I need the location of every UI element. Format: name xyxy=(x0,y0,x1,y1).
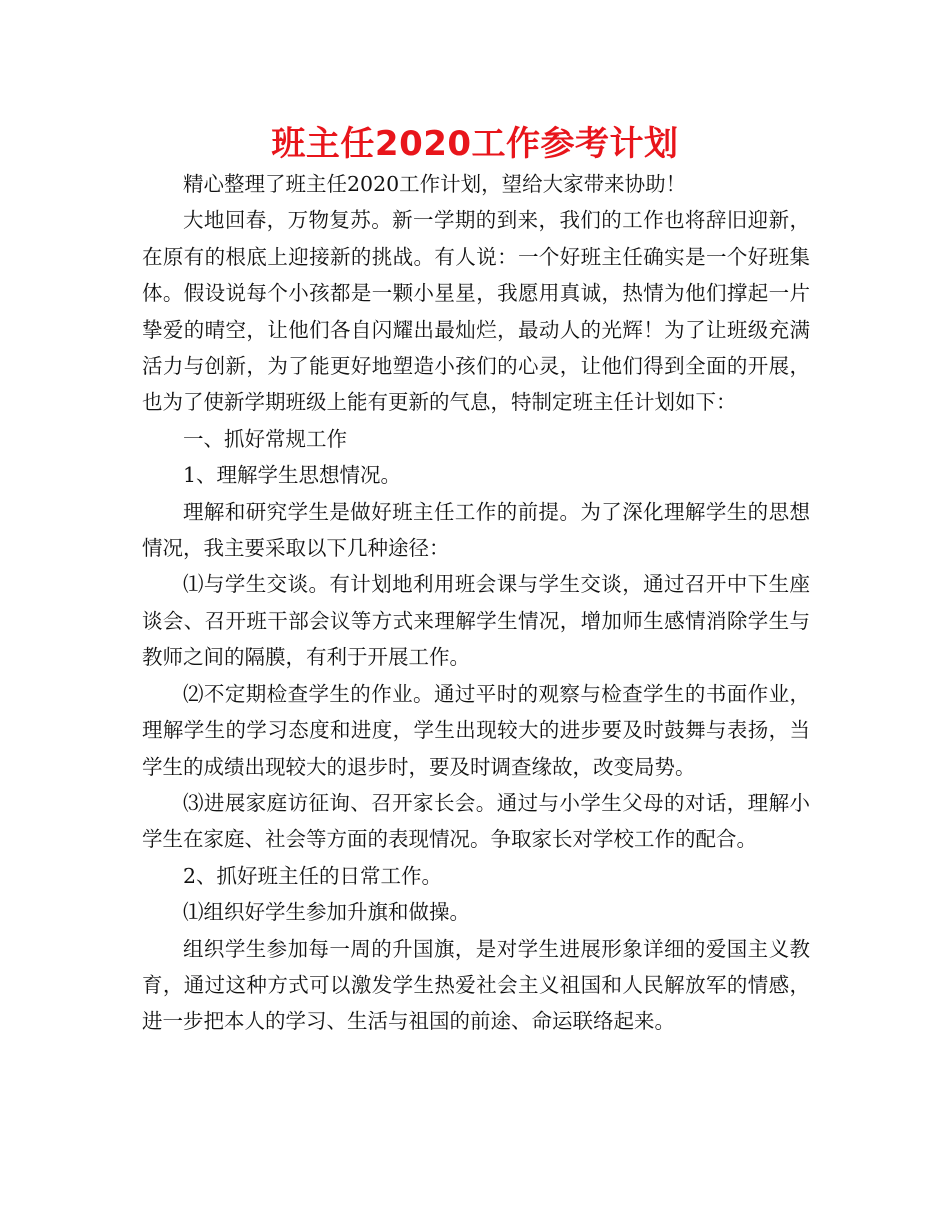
subheading-2: 2、抓好班主任的日常工作。 xyxy=(183,863,443,888)
paragraph-understanding: 理解和研究学生是做好班主任工作的前提。为了深化理解学生的思想情况，我主要采取以下几种途径： xyxy=(142,499,810,561)
paragraph-opening: 大地回春，万物复苏。新一学期的到来，我们的工作也将辞旧迎新，在原有的根底上迎接新的挑战。有人说：一个好班主任确实是一个好班集体。假设说每个小孩都是一颗小星星，我愿用真诚，热情为他们撑起一片挚爱的晴空，让他们各自闪耀出最灿烂，最动人的光辉！为了让班级充满活力与创新，为了能更好地塑造小孩们的心灵，让他们得到全面的开展，也为了使新学期班级上能有更新的气息，特制定班主任计划如下： xyxy=(142,208,810,415)
paragraph-item-2: ⑵不定期检查学生的作业。通过平时的观察与检查学生的书面作业，理解学生的学习态度和进度，学生出现较大的进步要及时鼓舞与表扬，当学生的成绩出现较大的退步时，要及时调查缘故，改变局势。 xyxy=(142,681,810,779)
paragraph-sub-item-1: ⑴组织好学生参加升旗和做操。 xyxy=(183,900,470,925)
section-heading-1: 一、抓好常规工作 xyxy=(183,426,347,451)
paragraph-flag-raising: 组织学生参加每一周的升国旗，是对学生进展形象详细的爱国主义教育，通过这种方式可以激发学生热爱社会主义祖国和人民解放军的情感，进一步把本人的学习、生活与祖国的前途、命运联络起来。 xyxy=(142,936,810,1034)
paragraph-item-3: ⑶进展家庭访征询、召开家长会。通过与小学生父母的对话，理解小学生在家庭、社会等方面的表现情况。争取家长对学校工作的配合。 xyxy=(142,790,810,852)
paragraph-item-1: ⑴与学生交谈。有计划地利用班会课与学生交谈，通过召开中下生座谈会、召开班干部会议等方式来理解学生情况，增加师生感情消除学生与教师之间的隔膜，有利于开展工作。 xyxy=(142,572,810,670)
paragraph-intro: 精心整理了班主任2020工作计划，望给大家带来协助！ xyxy=(183,172,687,196)
document-title: 班主任2020工作参考计划 xyxy=(271,124,679,164)
document-body xyxy=(142,166,810,1040)
subheading-1: 1、理解学生思想情况。 xyxy=(183,463,402,488)
